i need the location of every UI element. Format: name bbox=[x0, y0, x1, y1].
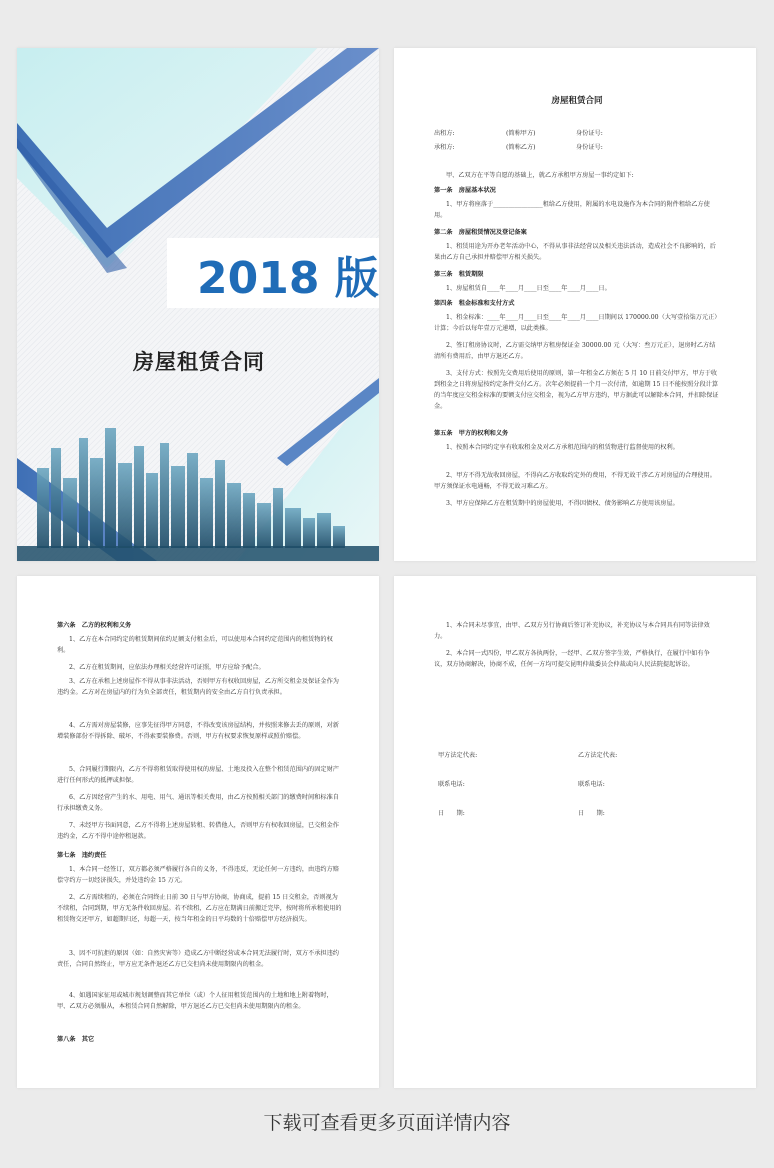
party-b-id: 身份证号: bbox=[576, 144, 603, 151]
cover-title: 房屋租赁合同 bbox=[133, 350, 265, 374]
article-5-text-3: 3、甲方应保障乙方在租赁期中的房屋使用，不得因债权、债务影响乙方使用该房屋。 bbox=[446, 500, 679, 507]
article-5-text-1: 1、按照本合同约定享有收取租金及对乙方承租范围内的租赁物进行监督使用的权利。 bbox=[446, 444, 679, 451]
article-2-text: 1、租赁用途为开办老年活动中心，不得从事非法经营以及相关违法活动，造成社会不良影响的，后果由乙方自己承担并赔偿甲方相关损失。 bbox=[434, 243, 716, 261]
party-a-short: (简称甲方) bbox=[506, 130, 536, 137]
intro-paragraph: 甲、乙双方在平等自愿的基础上，就乙方承租甲方房屋一事约定如下: bbox=[446, 172, 634, 179]
article-6-text-5: 5、合同履行期限内，乙方不得将租赁取得使用权的房屋、土地及投入在整个租赁范围内的固定财产进行任何形式的抵押或担保。 bbox=[57, 766, 339, 784]
contract-title: 房屋租赁合同 bbox=[551, 96, 603, 106]
party-a-date: 日 期: bbox=[438, 810, 465, 817]
article-7-text-3: 3、因不可抗拒的原因（如：自然灾害等）造成乙方中断经营或本合同无法履行时，双方不承担违约责任，合同自然终止，甲方应无条件退还乙方已交但尚未使用期限内的租金。 bbox=[57, 950, 339, 968]
cover-year-label: 2018 版 bbox=[197, 253, 379, 304]
contract-page-2 bbox=[17, 576, 379, 1088]
article-7-text-2: 2、乙方需续租的，必须在合同终止日前 30 日与甲方协商，协商成，提前 15 日交租金，否则视为不续租，合同到期，甲方无条件收回房屋。若不续租，乙方应在期满日前搬迁完毕，按时将所承租使用的租赁物交还甲方，如超期归还，每超一天，按当年租金的日平均数的十倍赔偿甲方经济损失。 bbox=[57, 894, 342, 923]
article-4-text-1: 1、租金标准：____年____月____日至____年____月____日期间以 170000.00（大写壹拾柒万元正）计算；今后以每年壹万元递增，以此类推。 bbox=[434, 314, 718, 332]
article-4-text-3: 3、支付方式：按照先交费用后使用的原则，第一年租金乙方须在 5 月 10 日前交付甲方，甲方于收到租金之日将房屋按约定条件交付乙方。次年必须提前一个月一次付清，如逾期 15 日不能按照分段计算的当年度应交租金标准的要额支付应交租金，视为乙方甲方违约，甲方据此可以解除本合同，并扣除保证金。 bbox=[434, 370, 719, 410]
party-b-date: 日 期: bbox=[578, 810, 605, 817]
article-6-text-2: 2、乙方在租赁期间，应依法办理相关经营许可证照，甲方应给予配合。 bbox=[69, 664, 265, 671]
article-3-text: 1、房屋租赁自____年____月____日至____年____月____日。 bbox=[446, 285, 611, 292]
article-8-heading: 第八条 其它 bbox=[57, 1036, 95, 1043]
article-1-heading: 第一条 房屋基本状况 bbox=[434, 187, 496, 194]
article-5-text-2: 2、甲方不得无故收回房屋，不得向乙方收取约定外的费用，不得无故干涉乙方对房屋的合理使用。甲方须保证水电通畅，不得无故习难乙方。 bbox=[434, 472, 716, 490]
article-4-heading: 第四条 租金标准和支付方式 bbox=[434, 300, 515, 307]
article-7-text-4: 4、如遇国家征用或城市规划调整而其它单位（或）个人征用租赁范围内的土地和地上附着物时，甲、乙双方必须服从，本租赁合同自然解除，甲方退还乙方已交但尚未使用期限内的租金。 bbox=[57, 992, 333, 1010]
article-3-heading: 第三条 租赁期限 bbox=[434, 271, 484, 278]
article-2-heading: 第二条 房屋租赁情况及登记备案 bbox=[434, 229, 527, 236]
party-a-phone: 联系电话: bbox=[438, 781, 465, 788]
article-8-text-1: 1、本合同未尽事宜，由甲、乙双方另行协商后签订补充协议，补充协议与本合同具有同等法律效力。 bbox=[434, 622, 710, 640]
party-b-label: 承租方: bbox=[434, 144, 455, 151]
article-8-text-2: 2、本合同一式四份，甲乙双方各执两份，一经甲、乙双方签字生效，严格执行，在履行中如有争议，双方协商解决，协商不成，任何一方均可提交昆明仲裁委员会仲裁或向人民法院提起诉讼。 bbox=[434, 650, 710, 668]
article-7-heading: 第七条 违约责任 bbox=[57, 852, 107, 859]
contract-page-1 bbox=[394, 48, 756, 561]
article-6-text-4: 4、乙方需对房屋装修，应事先征得甲方同意，不得改变该房屋结构，并按照来修去丢的原则，对新增装修部份不得拆除、破坏，不得索要装修费。否则，甲方有权要求恢复原样或照价赔偿。 bbox=[57, 722, 339, 740]
party-a-id: 身份证号: bbox=[576, 130, 603, 137]
party-b-short: (简称乙方) bbox=[506, 144, 536, 151]
article-6-text-7: 7、未经甲方书面同意，乙方不得将上述房屋转租、转借他人，否则甲方有权收回房屋，已交租金作违约金，乙方不得中途停租退款。 bbox=[57, 822, 339, 840]
contract-page-3 bbox=[394, 576, 756, 1088]
article-5-heading: 第五条 甲方的权利和义务 bbox=[434, 430, 509, 437]
cover-page bbox=[17, 48, 379, 561]
article-7-text-1: 1、本合同一经签订，双方都必须严格履行各自的义务，不得违反，无论任何一方违约，由违约方赔偿守约方一切经济损失，并处违约金 15 万元。 bbox=[57, 866, 339, 884]
article-6-text-1: 1、乙方在本合同约定的租赁期间依约足额支付租金后，可以使用本合同约定范围内的租赁物的权利。 bbox=[57, 636, 333, 654]
article-4-text-2: 2、签订租房协议时，乙方需交纳甲方租房保证金 30000.00 元（大写：叁万元正），退房时乙方结清所有费用后，由甲方退还乙方。 bbox=[434, 342, 716, 360]
article-6-text-3: 3、乙方在承租上述房屋作不得从事非法活动，否则甲方有权收回房屋，乙方所交租金及保证金作为违约金。乙方对在房屋内的行为负全部责任，租赁期内的安全由乙方自行负责承担。 bbox=[57, 678, 339, 696]
footer-more-pages-text[interactable]: 下载可查看更多页面详情内容 bbox=[263, 1112, 511, 1134]
article-1-text: 1、甲方将座落于________________租给乙方使用，附属的水电设施作为本合同的附件租给乙方使用。 bbox=[434, 201, 710, 219]
article-6-text-6: 6、乙方因经营产生的水、用电、用气、通讯等相关费用，由乙方按照相关部门的缴费时间和标准自行承担缴费义务。 bbox=[57, 794, 339, 812]
party-b-phone: 联系电话: bbox=[578, 781, 605, 788]
party-a-label: 出租方: bbox=[434, 130, 455, 137]
party-b-representative: 乙方法定代表: bbox=[578, 752, 618, 759]
party-a-representative: 甲方法定代表: bbox=[438, 752, 478, 759]
article-6-heading: 第六条 乙方的权利和义务 bbox=[57, 622, 132, 629]
